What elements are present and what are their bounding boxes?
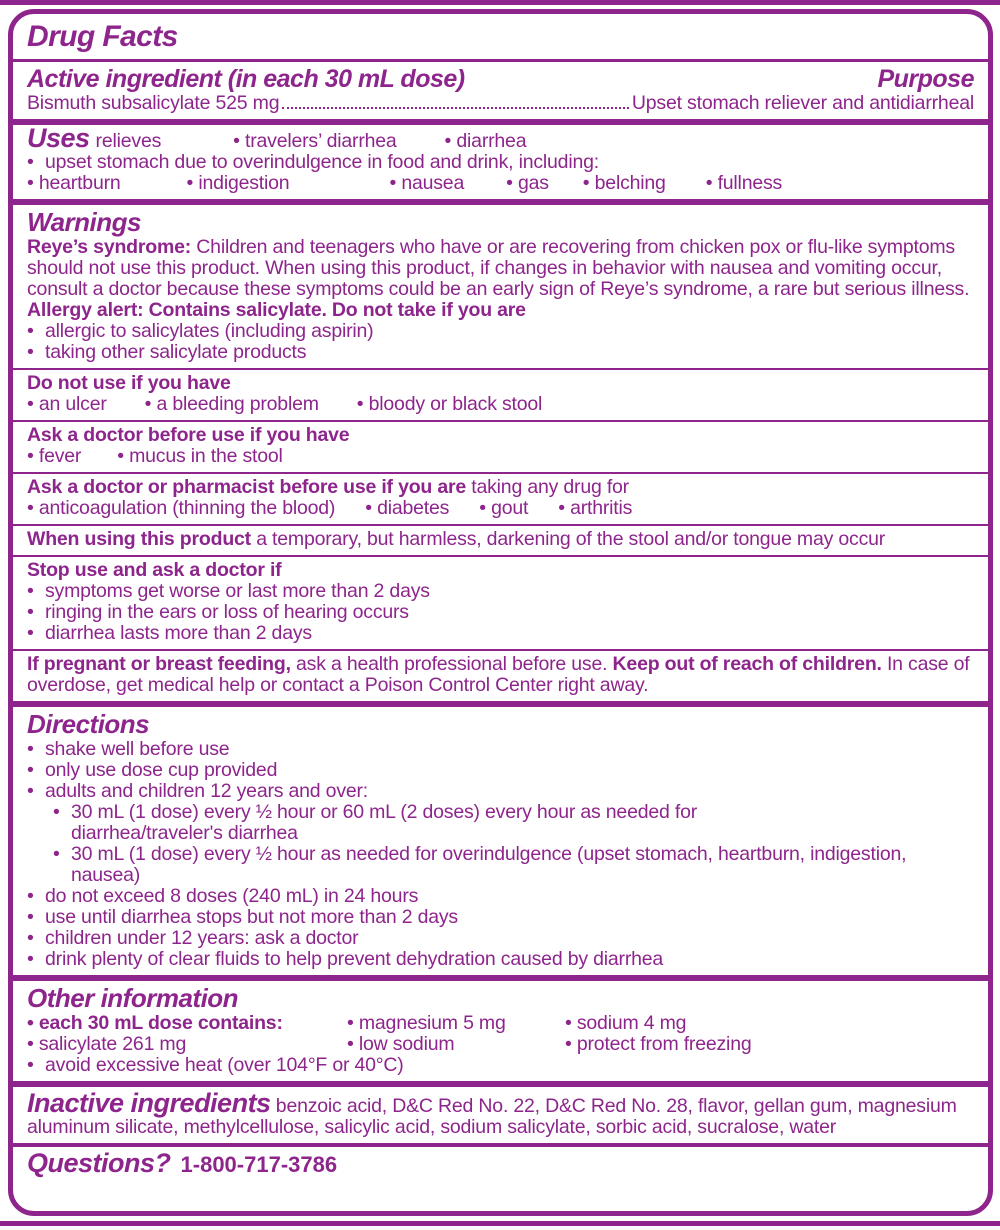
pregnant-bold: If pregnant or breast feeding,: [27, 653, 291, 675]
when-using-subsection: [13, 526, 988, 555]
directions-bullet: use until diarrhea stops but not more than 2 days: [45, 906, 458, 928]
do-not-use-bullet: • an ulcer: [27, 393, 107, 415]
when-using-text: a temporary, but harmless, darkening of the stool and/or tongue may occur: [256, 528, 886, 550]
ask-pharmacist-bullet: • anticoagulation (thinning the blood): [27, 497, 335, 519]
package-edge-line-bottom: [0, 1221, 1000, 1226]
uses-bullet: • diarrhea: [445, 130, 527, 152]
ask-pharmacist-subsection: [13, 474, 988, 524]
directions-sub-bullet: 30 mL (1 dose) every ½ hour or 60 mL (2 doses) every hour as needed for diarrhea/traveler's diarrhea: [71, 801, 698, 844]
allergy-alert-bold: Allergy alert: Contains salicylate. Do not take if you are: [27, 299, 526, 321]
other-info-item: • each 30 mL dose contains:: [27, 1012, 283, 1034]
keep-out-bold: Keep out of reach of children.: [612, 653, 882, 675]
uses-heading: Uses: [27, 123, 90, 153]
other-info-item: • salicylate 261 mg: [27, 1034, 347, 1055]
warnings-heading: Warnings: [27, 207, 141, 237]
uses-bullet: • indigestion: [187, 172, 290, 194]
drug-facts-panel: [8, 9, 993, 1216]
inactive-ingredients-heading: Inactive ingredients: [27, 1088, 271, 1118]
uses-bullet: • gas: [506, 172, 549, 194]
uses-bullet: • travelers’ diarrhea: [233, 130, 396, 152]
pregnancy-subsection: [13, 651, 988, 701]
ask-doctor-subsection: [13, 422, 988, 472]
inactive-ingredients-text: benzoic acid, D&C Red No. 22, D&C Red No. 28, flavor, gellan gum, magnesium aluminum silicate, methylcellulose, salicylic acid, sodium salicylate, sorbic acid, sucralose, water: [27, 1095, 957, 1138]
drug-facts-title: Drug Facts: [27, 20, 178, 53]
purpose-heading: Purpose: [877, 65, 974, 93]
ask-pharmacist-text: taking any drug for: [471, 476, 629, 498]
stop-use-bullet: ringing in the ears or loss of hearing occurs: [45, 601, 409, 623]
other-information-heading: Other information: [27, 983, 239, 1013]
uses-lead: relieves: [95, 130, 162, 152]
questions-heading: Questions?: [27, 1148, 171, 1178]
other-information-section: Other information • each 30 mL dose contains: • magnesium 5 mg • sodium 4 mg • salicylate 261 mg • low sodium • protect from freezing • avoid excessive heat (over 104°F or 40°C): [13, 981, 988, 1081]
directions-section: Directions • shake well before use • only use dose cup provided • adults and children 12 years and over: • 30 mL (1 dose) every ½ hour or 60 mL (2 doses) every hour as needed for diarrhea/traveler's diarrhea • 30 mL (1 dose) every ½ hour as needed for overindulgence (upset stomach, heartburn, indigestion, nausea) • do not exceed 8 doses (240 mL) in 24 hours • use until diarrhea stops but not more than 2 days • children under 12 years: ask a doctor • drink plenty of clear fluids to help prevent dehydration caused by diarrhea: [13, 707, 988, 975]
ask-doctor-bullet: • mucus in the stool: [117, 445, 282, 467]
pregnant-text: ask a health professional before use.: [296, 653, 608, 675]
package-edge-line-top: [0, 0, 1000, 5]
other-info-item: • low sodium: [347, 1034, 565, 1055]
directions-heading: Directions: [27, 709, 150, 739]
other-info-item: avoid excessive heat (over 104°F or 40°C): [45, 1054, 404, 1076]
reyes-bold: Reye’s syndrome:: [27, 236, 192, 258]
active-ingredient-heading: Active ingredient (in each 30 mL dose): [27, 65, 465, 93]
stop-use-bullet: symptoms get worse or last more than 2 days: [45, 580, 430, 602]
uses-section: Uses relieves • travelers’ diarrhea • diarrhea • upset stomach due to overindulgence in food and drink, including: • heartburn • indigestion • nausea • gas • belching • fullness: [13, 125, 988, 199]
uses-bullet: • nausea: [389, 172, 464, 194]
ask-pharmacist-bullet: • diabetes: [365, 497, 449, 519]
directions-bullet: do not exceed 8 doses (240 mL) in 24 hours: [45, 885, 419, 907]
stop-use-subsection: Stop use and ask a doctor if • symptoms get worse or last more than 2 days • ringing in the ears or loss of hearing occurs • diarrhea lasts more than 2 days: [27, 559, 430, 644]
reyes-text: Children and teenagers who have or are recovering from chicken pox or flu-like symptoms should not use this product. When using this product, if changes in behavior with nausea and vomiting occur, consult a doctor because these symptoms could be an early sign of Reye’s syndrome, a rare but serious illness.: [27, 236, 970, 300]
other-info-item: • sodium 4 mg: [565, 1013, 974, 1034]
directions-bullet: shake well before use: [45, 738, 230, 760]
stop-use-bullet: diarrhea lasts more than 2 days: [45, 622, 312, 644]
when-using-bold: When using this product: [27, 528, 251, 550]
directions-bullet: children under 12 years: ask a doctor: [45, 927, 359, 949]
ask-pharmacist-bullet: • gout: [479, 497, 528, 519]
uses-bullet: • belching: [583, 172, 666, 194]
purpose-value: Upset stomach reliever and antidiarrheal: [631, 92, 974, 114]
reyes-paragraph: [27, 237, 974, 300]
directions-bullet: drink plenty of clear fluids to help prevent dehydration caused by diarrhea: [45, 948, 664, 970]
stop-use-bold: Stop use and ask a doctor if: [27, 559, 282, 581]
uses-bullet: upset stomach due to overindulgence in food and drink, including:: [45, 151, 599, 173]
ask-doctor-bullet: • fever: [27, 445, 81, 467]
overdose-text: In case of overdose, get medical help or contact a Poison Control Center right away.: [27, 653, 970, 696]
ask-pharmacist-bold: Ask a doctor or pharmacist before use if you are: [27, 476, 467, 498]
questions-section: [13, 1147, 988, 1180]
ask-pharmacist-bullet: • arthritis: [558, 497, 632, 519]
inactive-ingredients-section: [13, 1087, 988, 1143]
dotted-leader: [282, 107, 629, 109]
ask-doctor-bold: Ask a doctor before use if you have: [27, 424, 350, 446]
warnings-section: Warnings Reye’s syndrome: Children and teenagers who have or are recovering from chicken pox or flu-like symptoms should not use this product. When using this product, if changes in behavior with nausea and vomiting occur, consult a doctor because these symptoms could be an early sign of Reye’s syndrome, a rare but serious illness. Allergy alert: Contains salicylate. Do not take if you are • allergic to salicylates (including aspirin) • taking other salicylate products: [13, 205, 988, 368]
allergy-bullet: allergic to salicylates (including aspirin): [45, 320, 374, 342]
do-not-use-bold: Do not use if you have: [27, 372, 231, 394]
other-info-item: • magnesium 5 mg: [347, 1013, 565, 1034]
directions-sub-bullet: 30 mL (1 dose) every ½ hour as needed for overindulgence (upset stomach, heartburn, indigestion, nausea): [71, 843, 907, 886]
do-not-use-bullet: • a bleeding problem: [145, 393, 319, 415]
active-ingredient-section: [13, 62, 988, 119]
directions-bullet: only use dose cup provided: [45, 759, 278, 781]
active-ingredient-name: Bismuth subsalicylate 525 mg: [27, 92, 280, 114]
other-info-item: • protect from freezing: [565, 1034, 974, 1055]
do-not-use-subsection: [13, 370, 988, 420]
allergy-bullet: taking other salicylate products: [45, 341, 307, 363]
questions-phone-number: 1-800-717-3786: [180, 1152, 338, 1177]
directions-bullet: adults and children 12 years and over:: [45, 780, 369, 802]
do-not-use-bullet: • bloody or black stool: [357, 393, 542, 415]
uses-bullet: • fullness: [706, 172, 782, 194]
uses-bullet: • heartburn: [27, 172, 121, 194]
